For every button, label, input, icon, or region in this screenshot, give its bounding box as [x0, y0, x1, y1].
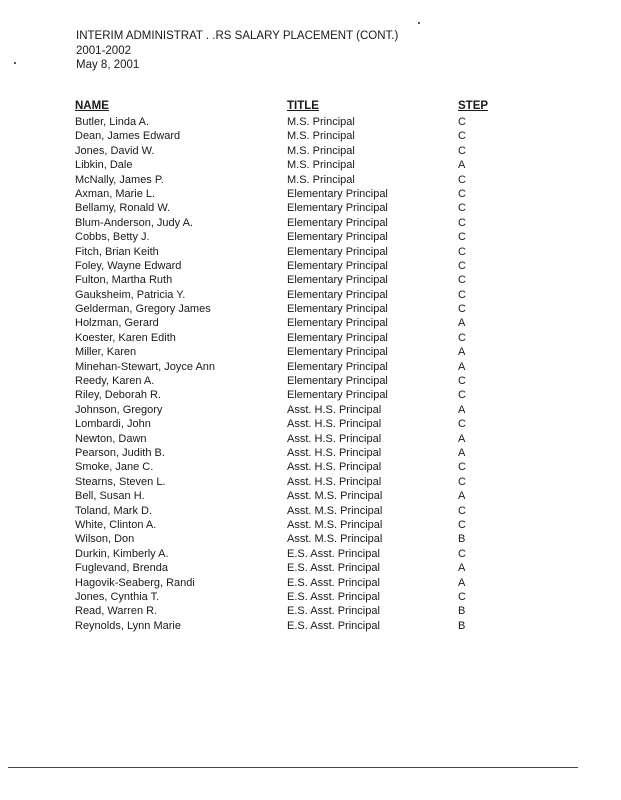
row-step: C [458, 259, 466, 272]
table-row [0, 532, 621, 546]
row-step: C [458, 518, 466, 531]
row-step: A [458, 490, 466, 503]
row-step: C [458, 116, 466, 128]
row-title: Elementary Principal [287, 303, 388, 316]
row-title: Asst. M.S. Principal [287, 533, 383, 546]
row-title: Elementary Principal [287, 317, 388, 330]
row-step: B [458, 533, 466, 546]
row-title: E.S. Asst. Principal [287, 547, 380, 560]
column-header-step: STEP [458, 100, 489, 112]
row-title: Elementary Principal [287, 245, 388, 258]
table-row [0, 187, 621, 201]
table-row [0, 273, 621, 287]
row-step: C [458, 461, 466, 474]
row-title: Elementary Principal [287, 389, 388, 402]
row-name: Foley, Wayne Edward [75, 259, 182, 272]
document-date: May 8, 2001 [76, 59, 140, 71]
row-name: Read, Warren R. [75, 605, 158, 618]
row-step: C [458, 389, 466, 402]
row-step: C [458, 144, 466, 157]
row-name: Bellamy, Ronald W. [75, 202, 171, 215]
row-step: A [458, 576, 466, 589]
table-row [0, 316, 621, 330]
row-title: Asst. H.S. Principal [287, 461, 382, 474]
table-row [0, 216, 621, 230]
row-step: B [458, 619, 466, 632]
row-title: Elementary Principal [287, 288, 388, 301]
row-step: C [458, 216, 466, 229]
row-step: A [458, 360, 466, 373]
document-title: INTERIM ADMINISTRAT . .RS SALARY PLACEMENT (CONT.) [76, 30, 399, 42]
row-title: Elementary Principal [287, 231, 388, 244]
row-title: Elementary Principal [287, 375, 388, 388]
row-title: Elementary Principal [287, 259, 388, 272]
row-name: Gelderman, Gregory James [75, 303, 211, 316]
row-step: C [458, 303, 466, 316]
row-title: Asst. M.S. Principal [287, 504, 383, 517]
school-year: 2001-2002 [76, 44, 131, 57]
row-step: C [458, 418, 466, 431]
table-row [0, 201, 621, 215]
row-step: A [458, 432, 466, 445]
table-row [0, 460, 621, 474]
row-step: C [458, 130, 466, 143]
table-row [0, 158, 621, 172]
table-row [0, 331, 621, 345]
row-title: E.S. Asst. Principal [287, 576, 380, 589]
row-name: Fitch, Brian Keith [75, 245, 159, 258]
row-title: Elementary Principal [287, 216, 388, 229]
row-name: Axman, Marie L. [75, 187, 156, 200]
row-step: A [458, 562, 466, 575]
table-row [0, 259, 621, 273]
row-title: M.S. Principal [287, 173, 355, 186]
row-name: Miller, Karen [75, 346, 137, 359]
row-name: Cobbs, Betty J. [75, 231, 150, 244]
row-step: C [458, 288, 466, 301]
table-row [0, 604, 621, 618]
table-row [0, 446, 621, 460]
table-row [0, 561, 621, 575]
row-title: M.S. Principal [287, 159, 355, 172]
row-title: Elementary Principal [287, 360, 388, 373]
row-title: M.S. Principal [287, 116, 355, 128]
column-header-title: TITLE [287, 100, 319, 112]
row-step: C [458, 202, 466, 215]
document-header [76, 29, 398, 73]
row-name: Durkin, Kimberly A. [75, 547, 169, 560]
table-row [0, 504, 621, 518]
row-title: Elementary Principal [287, 346, 388, 359]
table-row [0, 288, 621, 302]
row-title: Asst. M.S. Principal [287, 490, 383, 503]
row-name: Wilson, Don [75, 533, 135, 546]
table-row [0, 432, 621, 446]
table-row [0, 590, 621, 604]
row-step: A [458, 446, 466, 459]
row-name: Johnson, Gregory [75, 403, 163, 416]
table-row [0, 173, 621, 187]
row-title: E.S. Asst. Principal [287, 619, 380, 632]
row-step: A [458, 317, 466, 330]
row-title: Asst. H.S. Principal [287, 432, 382, 445]
row-name: Toland, Mark D. [75, 504, 153, 517]
table-row [0, 388, 621, 402]
row-name: Jones, Cynthia T. [75, 590, 160, 603]
row-step: A [458, 346, 466, 359]
table-row [0, 360, 621, 374]
row-name: Lombardi, John [75, 418, 151, 431]
table-row [0, 374, 621, 388]
footer-rule [8, 767, 578, 768]
salary-placement-table [0, 115, 621, 633]
row-step: C [458, 547, 466, 560]
table-row [0, 245, 621, 259]
row-step: C [458, 331, 466, 344]
column-header-name: NAME [75, 100, 109, 112]
row-step: C [458, 504, 466, 517]
table-row [0, 475, 621, 489]
row-title: E.S. Asst. Principal [287, 562, 380, 575]
row-name: Blum-Anderson, Judy A. [75, 216, 194, 229]
row-name: Fuglevand, Brenda [75, 562, 168, 575]
row-name: Bell, Susan H. [75, 490, 145, 503]
row-name: Butler, Linda A. [75, 116, 149, 128]
row-title: M.S. Principal [287, 130, 355, 143]
row-title: E.S. Asst. Principal [287, 590, 380, 603]
row-name: Jones, David W. [75, 144, 155, 157]
table-row [0, 115, 621, 129]
row-name: Reynolds, Lynn Marie [75, 619, 181, 632]
row-name: Libkin, Dale [75, 159, 133, 172]
row-step: C [458, 590, 466, 603]
row-name: Hagovik-Seaberg, Randi [75, 576, 195, 589]
table-row [0, 547, 621, 561]
row-name: Smoke, Jane C. [75, 461, 154, 474]
row-title: Asst. M.S. Principal [287, 518, 383, 531]
row-step: A [458, 159, 466, 172]
row-name: White, Clinton A. [75, 518, 157, 531]
row-step: C [458, 173, 466, 186]
table-row [0, 403, 621, 417]
row-title: Asst. H.S. Principal [287, 446, 382, 459]
row-name: Stearns, Steven L. [75, 475, 166, 488]
row-title: Asst. H.S. Principal [287, 403, 382, 416]
table-row [0, 417, 621, 431]
table-row [0, 144, 621, 158]
row-title: M.S. Principal [287, 144, 355, 157]
row-title: Asst. H.S. Principal [287, 418, 382, 431]
table-row [0, 302, 621, 316]
table-row [0, 576, 621, 590]
row-step: A [458, 403, 466, 416]
row-step: B [458, 605, 466, 618]
table-row [0, 489, 621, 503]
row-title: Asst. H.S. Principal [287, 475, 382, 488]
row-step: C [458, 274, 466, 287]
row-step: C [458, 187, 466, 200]
row-step: C [458, 231, 466, 244]
row-title: Elementary Principal [287, 202, 388, 215]
row-name: Pearson, Judith B. [75, 446, 165, 459]
row-name: McNally, James P. [75, 173, 164, 186]
row-name: Holzman, Gerard [75, 317, 159, 330]
row-title: Elementary Principal [287, 187, 388, 200]
table-row [0, 518, 621, 532]
row-step: C [458, 475, 466, 488]
table-row [0, 129, 621, 143]
row-name: Dean, James Edward [75, 130, 181, 143]
row-name: Minehan-Stewart, Joyce Ann [75, 360, 216, 373]
row-title: Elementary Principal [287, 331, 388, 344]
row-step: C [458, 245, 466, 258]
row-name: Gauksheim, Patricia Y. [75, 288, 186, 301]
table-row [0, 345, 621, 359]
row-name: Newton, Dawn [75, 432, 147, 445]
row-title: E.S. Asst. Principal [287, 605, 380, 618]
row-name: Riley, Deborah R. [75, 389, 161, 402]
row-name: Koester, Karen Edith [75, 331, 176, 344]
row-name: Fulton, Martha Ruth [75, 274, 173, 287]
row-step: C [458, 375, 466, 388]
table-row [0, 230, 621, 244]
scan-speck [14, 62, 16, 64]
table-row [0, 619, 621, 633]
row-title: Elementary Principal [287, 274, 388, 287]
scan-speck [418, 22, 420, 24]
row-name: Reedy, Karen A. [75, 375, 155, 388]
